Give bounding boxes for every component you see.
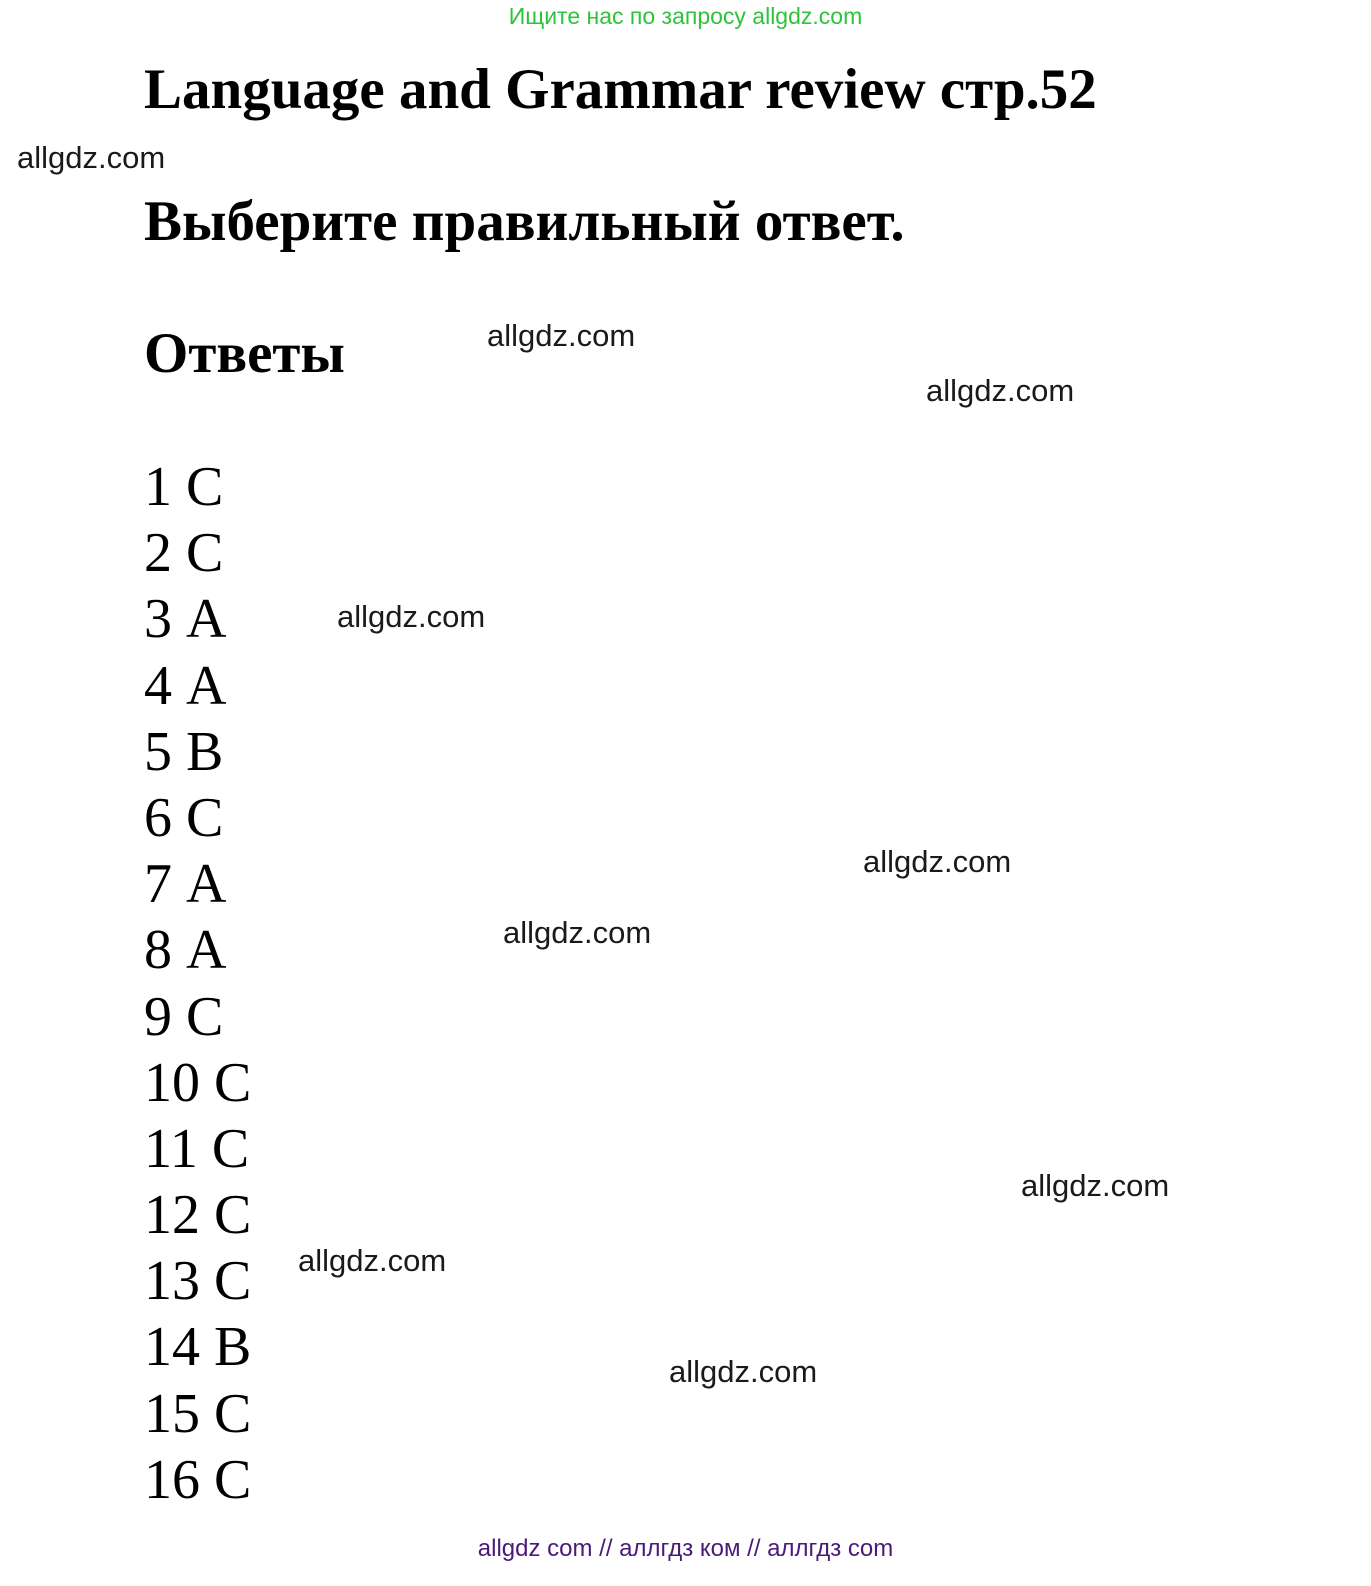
watermark: allgdz.com [337,599,486,634]
answer-letter: B [214,1316,252,1379]
watermark: allgdz.com [1021,1168,1170,1203]
answer-item [144,984,251,1050]
answer-number: 1 [144,456,172,518]
footer-links[interactable]: allgdz com // аллгдз ком // аллгдз com [477,1535,894,1562]
answer-number: 15 [144,1382,200,1445]
answer-letter: A [186,588,227,651]
answer-item [144,454,251,520]
answer-number: 8 [144,919,172,982]
answer-letter: C [186,522,224,585]
answer-item [144,1182,251,1248]
site-banner: Ищите нас по запросу allgdz.com [508,3,863,29]
answer-letter: C [186,985,224,1048]
answer-item [144,851,251,917]
answer-number: 7 [144,853,172,916]
answer-letter: A [186,654,227,717]
answer-letter: C [214,1184,252,1247]
answer-letter: C [214,1448,252,1511]
answer-number: 9 [144,985,172,1048]
answer-number: 6 [144,786,172,849]
answer-number: 12 [144,1184,200,1247]
answer-item [144,719,251,785]
answer-item [144,1248,251,1314]
answer-number: 3 [144,588,172,651]
answer-letter: A [186,919,227,982]
watermark: allgdz.com [487,318,636,353]
watermark: allgdz.com [298,1243,447,1278]
answer-item [144,1447,251,1513]
answer-item [144,1314,251,1380]
answer-item [144,1116,251,1182]
answer-number: 2 [144,522,172,585]
task-instruction: Выберите правильный ответ. [144,190,905,253]
answer-letter: C [214,1051,252,1114]
watermark: allgdz.com [863,844,1012,879]
answer-number: 16 [144,1448,200,1511]
watermark: allgdz.com [669,1354,818,1389]
answer-letter: C [186,786,224,849]
answer-number: 10 [144,1051,200,1114]
answer-number: 14 [144,1316,200,1379]
answer-letter: C [186,456,224,518]
answer-item [144,520,251,586]
answer-letter: C [211,1117,250,1180]
answer-item [144,586,251,652]
answers-heading: Ответы [144,322,345,385]
watermark: allgdz.com [926,373,1075,408]
answer-letter: A [186,853,227,916]
answer-item [144,917,251,983]
answer-number: 13 [144,1250,200,1313]
answer-item [144,653,251,719]
answer-number: 4 [144,654,172,717]
answer-letter: B [186,720,224,783]
answer-number: 11 [144,1117,198,1180]
answer-letter: C [214,1250,252,1313]
page-title: Language and Grammar review стр.52 [144,58,1097,121]
answer-letter: C [214,1382,252,1445]
watermark: allgdz.com [17,140,166,175]
answer-list [144,454,251,1513]
answer-item [144,1050,251,1116]
watermark: allgdz.com [503,915,652,950]
answer-item [144,785,251,851]
answer-number: 5 [144,720,172,783]
answer-item [144,1381,251,1447]
